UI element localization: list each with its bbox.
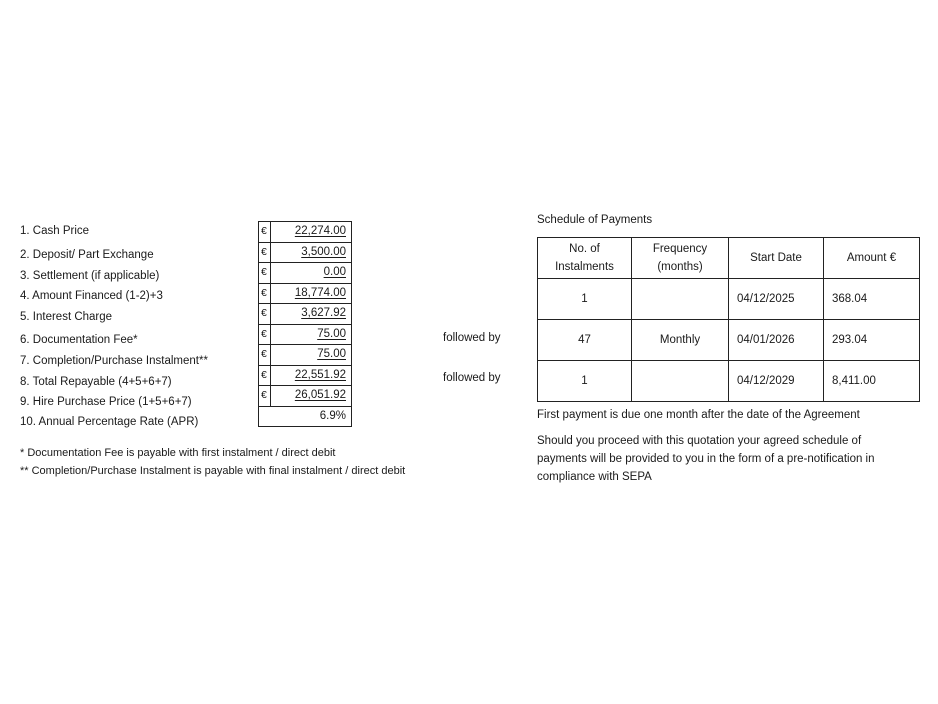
summary-row xyxy=(259,344,351,365)
summary-label-interest-charge: 5. Interest Charge xyxy=(20,311,113,323)
summary-amount: 0.00 xyxy=(323,266,346,278)
summary-row xyxy=(259,365,351,386)
currency-symbol: € xyxy=(259,222,271,242)
cell-instalments: 47 xyxy=(538,320,632,361)
summary-amount: 3,500.00 xyxy=(301,245,346,258)
summary-label-documentation-fee: 6. Documentation Fee* xyxy=(20,334,138,346)
summary-label-deposit: 2. Deposit/ Part Exchange xyxy=(20,249,154,261)
currency-symbol: € xyxy=(259,366,271,386)
table-row xyxy=(538,279,920,320)
followed-by-label: followed by xyxy=(443,372,501,384)
currency-symbol: € xyxy=(259,386,271,406)
cell-start-date: 04/01/2026 xyxy=(729,320,824,361)
sepa-note-line-2: payments will be provided to you in the form of a pre-notification in xyxy=(537,453,875,465)
cell-instalments: 1 xyxy=(538,279,632,320)
cell-frequency xyxy=(632,361,729,402)
cell-amount: 293.04 xyxy=(824,320,920,361)
summary-label-total-repayable: 8. Total Repayable (4+5+6+7) xyxy=(20,376,172,388)
summary-label-completion-instalment: 7. Completion/Purchase Instalment** xyxy=(20,355,208,367)
cell-instalments: 1 xyxy=(538,361,632,402)
cell-frequency xyxy=(632,279,729,320)
table-row xyxy=(538,320,920,361)
summary-row xyxy=(259,262,351,283)
header-instalments: No. of Instalments xyxy=(538,238,632,279)
followed-by-label: followed by xyxy=(443,332,501,344)
summary-label-settlement: 3. Settlement (if applicable) xyxy=(20,270,160,282)
header-start-date: Start Date xyxy=(729,238,824,279)
summary-amount: 75.00 xyxy=(317,348,346,360)
currency-symbol: € xyxy=(259,263,271,283)
summary-row xyxy=(259,221,351,242)
schedule-header-row xyxy=(538,238,920,279)
footnote-documentation-fee: * Documentation Fee is payable with first instalment / direct debit xyxy=(20,447,336,459)
currency-symbol: € xyxy=(259,243,271,263)
sepa-note-line-3: compliance with SEPA xyxy=(537,471,652,483)
cell-amount: 368.04 xyxy=(824,279,920,320)
first-payment-note: First payment is due one month after the date of the Agreement xyxy=(537,409,860,421)
header-amount: Amount € xyxy=(824,238,920,279)
schedule-title: Schedule of Payments xyxy=(537,214,653,226)
summary-row-apr xyxy=(259,406,351,427)
summary-amount: 22,551.92 xyxy=(294,368,346,381)
summary-row xyxy=(259,385,351,406)
footnote-completion-instalment: ** Completion/Purchase Instalment is payable with final instalment / direct debit xyxy=(20,465,406,477)
summary-amounts-box xyxy=(258,221,352,427)
summary-label-hire-purchase-price: 9. Hire Purchase Price (1+5+6+7) xyxy=(20,396,192,408)
cell-frequency: Monthly xyxy=(632,320,729,361)
summary-amount: 18,774.00 xyxy=(294,286,346,299)
summary-label-cash-price: 1. Cash Price xyxy=(20,225,90,237)
header-frequency: Frequency (months) xyxy=(632,238,729,279)
summary-label-apr: 10. Annual Percentage Rate (APR) xyxy=(20,416,199,428)
cell-start-date: 04/12/2029 xyxy=(729,361,824,402)
summary-row xyxy=(259,303,351,324)
summary-row xyxy=(259,242,351,263)
currency-symbol: € xyxy=(259,325,271,345)
sepa-note-line-1: Should you proceed with this quotation your agreed schedule of xyxy=(537,435,862,447)
summary-row xyxy=(259,283,351,304)
summary-label-amount-financed: 4. Amount Financed (1-2)+3 xyxy=(20,290,163,302)
summary-amount: 75.00 xyxy=(317,327,346,340)
currency-symbol: € xyxy=(259,304,271,324)
schedule-table xyxy=(537,237,920,402)
currency-symbol: € xyxy=(259,345,271,365)
summary-row xyxy=(259,324,351,345)
table-row xyxy=(538,361,920,402)
cell-amount: 8,411.00 xyxy=(824,361,920,402)
cell-start-date: 04/12/2025 xyxy=(729,279,824,320)
summary-amount-apr: 6.9% xyxy=(319,409,346,422)
summary-amount: 22,274.00 xyxy=(294,225,346,237)
summary-amount: 3,627.92 xyxy=(301,307,346,319)
currency-symbol: € xyxy=(259,284,271,304)
summary-amount: 26,051.92 xyxy=(294,389,346,401)
